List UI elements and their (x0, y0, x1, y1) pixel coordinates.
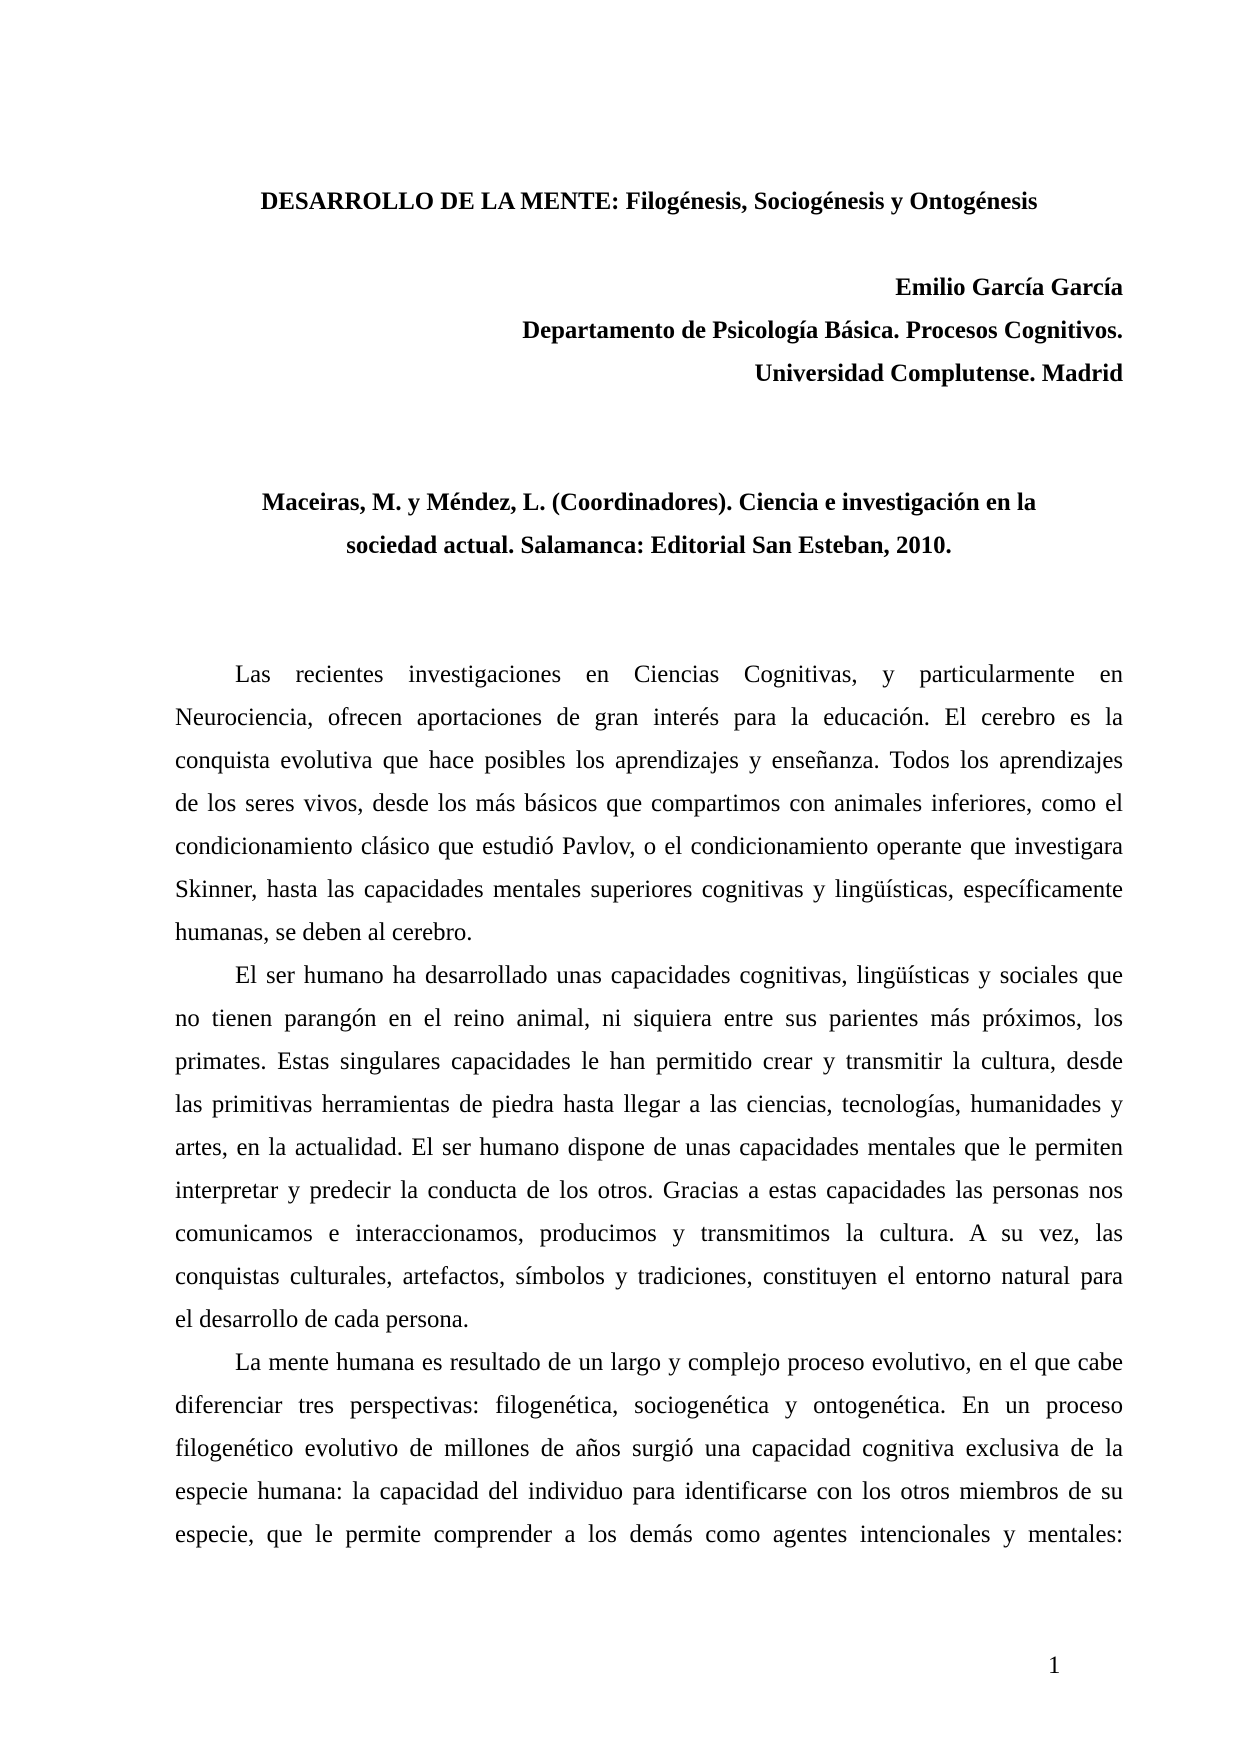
text-line: Las recientes investigaciones en Ciencias Cognitivas, y particularmente en (235, 661, 1123, 688)
text-line: Skinner, hasta las capacidades mentales superiores cognitivas y lingüísticas, específicamente (175, 876, 1123, 903)
text-line: diferenciar tres perspectivas: filogenética, sociogenética y ontogenética. En un proceso (175, 1392, 1123, 1419)
citation-line-1: Maceiras, M. y Méndez, L. (Coordinadores). Ciencia e investigación en la (261, 489, 1037, 516)
citation-line-2: sociedad actual. Salamanca: Editorial San Esteban, 2010. (346, 532, 952, 559)
author-block (175, 266, 1123, 395)
text-line: de los seres vivos, desde los más básicos que compartimos con animales inferiores, como el (175, 790, 1123, 817)
author-university: Universidad Complutense. Madrid (754, 360, 1123, 387)
citation-block (175, 481, 1123, 567)
text-line: humanas, se deben al cerebro. (175, 919, 473, 946)
text-line: conquista evolutiva que hace posibles los aprendizajes y enseñanza. Todos los aprendizajes (175, 747, 1123, 774)
page-number: 1 (1048, 1652, 1061, 1679)
text-line: La mente humana es resultado de un largo y complejo proceso evolutivo, en el que cabe (235, 1349, 1123, 1376)
text-line: interpretar y predecir la conducta de los otros. Gracias a estas capacidades las personas nos (175, 1177, 1123, 1204)
text-line: el desarrollo de cada persona. (175, 1306, 469, 1333)
text-line: especie humana: la capacidad del individuo para identificarse con los otros miembros de su (175, 1478, 1123, 1505)
text-line: conquistas culturales, artefactos, símbolos y tradiciones, constituyen el entorno natural para (175, 1263, 1123, 1290)
text-line: comunicamos e interaccionamos, producimos y transmitimos la cultura. A su vez, las (175, 1220, 1123, 1247)
author-name: Emilio García García (895, 274, 1123, 301)
text-line: Neurociencia, ofrecen aportaciones de gran interés para la educación. El cerebro es la (175, 704, 1123, 731)
text-line: filogenético evolutivo de millones de años surgió una capacidad cognitiva exclusiva de la (175, 1435, 1123, 1462)
text-line: condicionamiento clásico que estudió Pavlov, o el condicionamiento operante que investigara (175, 833, 1123, 860)
text-line: primates. Estas singulares capacidades le han permitido crear y transmitir la cultura, desde (175, 1048, 1123, 1075)
text-line: El ser humano ha desarrollado unas capacidades cognitivas, lingüísticas y sociales que (235, 962, 1123, 989)
paragraph-1 (175, 653, 1123, 954)
text-line: no tienen parangón en el reino animal, ni siquiera entre sus parientes más próximos, los (175, 1005, 1123, 1032)
document-title: DESARROLLO DE LA MENTE: Filogénesis, Sociogénesis y Ontogénesis (260, 188, 1038, 215)
text-line: artes, en la actualidad. El ser humano dispone de unas capacidades mentales que le permiten (175, 1134, 1123, 1161)
paragraph-3 (175, 1341, 1123, 1556)
author-department: Departamento de Psicología Básica. Procesos Cognitivos. (522, 317, 1123, 344)
body-text (175, 653, 1123, 1556)
text-line: especie, que le permite comprender a los demás como agentes intencionales y mentales: (175, 1521, 1123, 1548)
text-line: las primitivas herramientas de piedra hasta llegar a las ciencias, tecnologías, humanidades y (175, 1091, 1123, 1118)
paragraph-2 (175, 954, 1123, 1341)
